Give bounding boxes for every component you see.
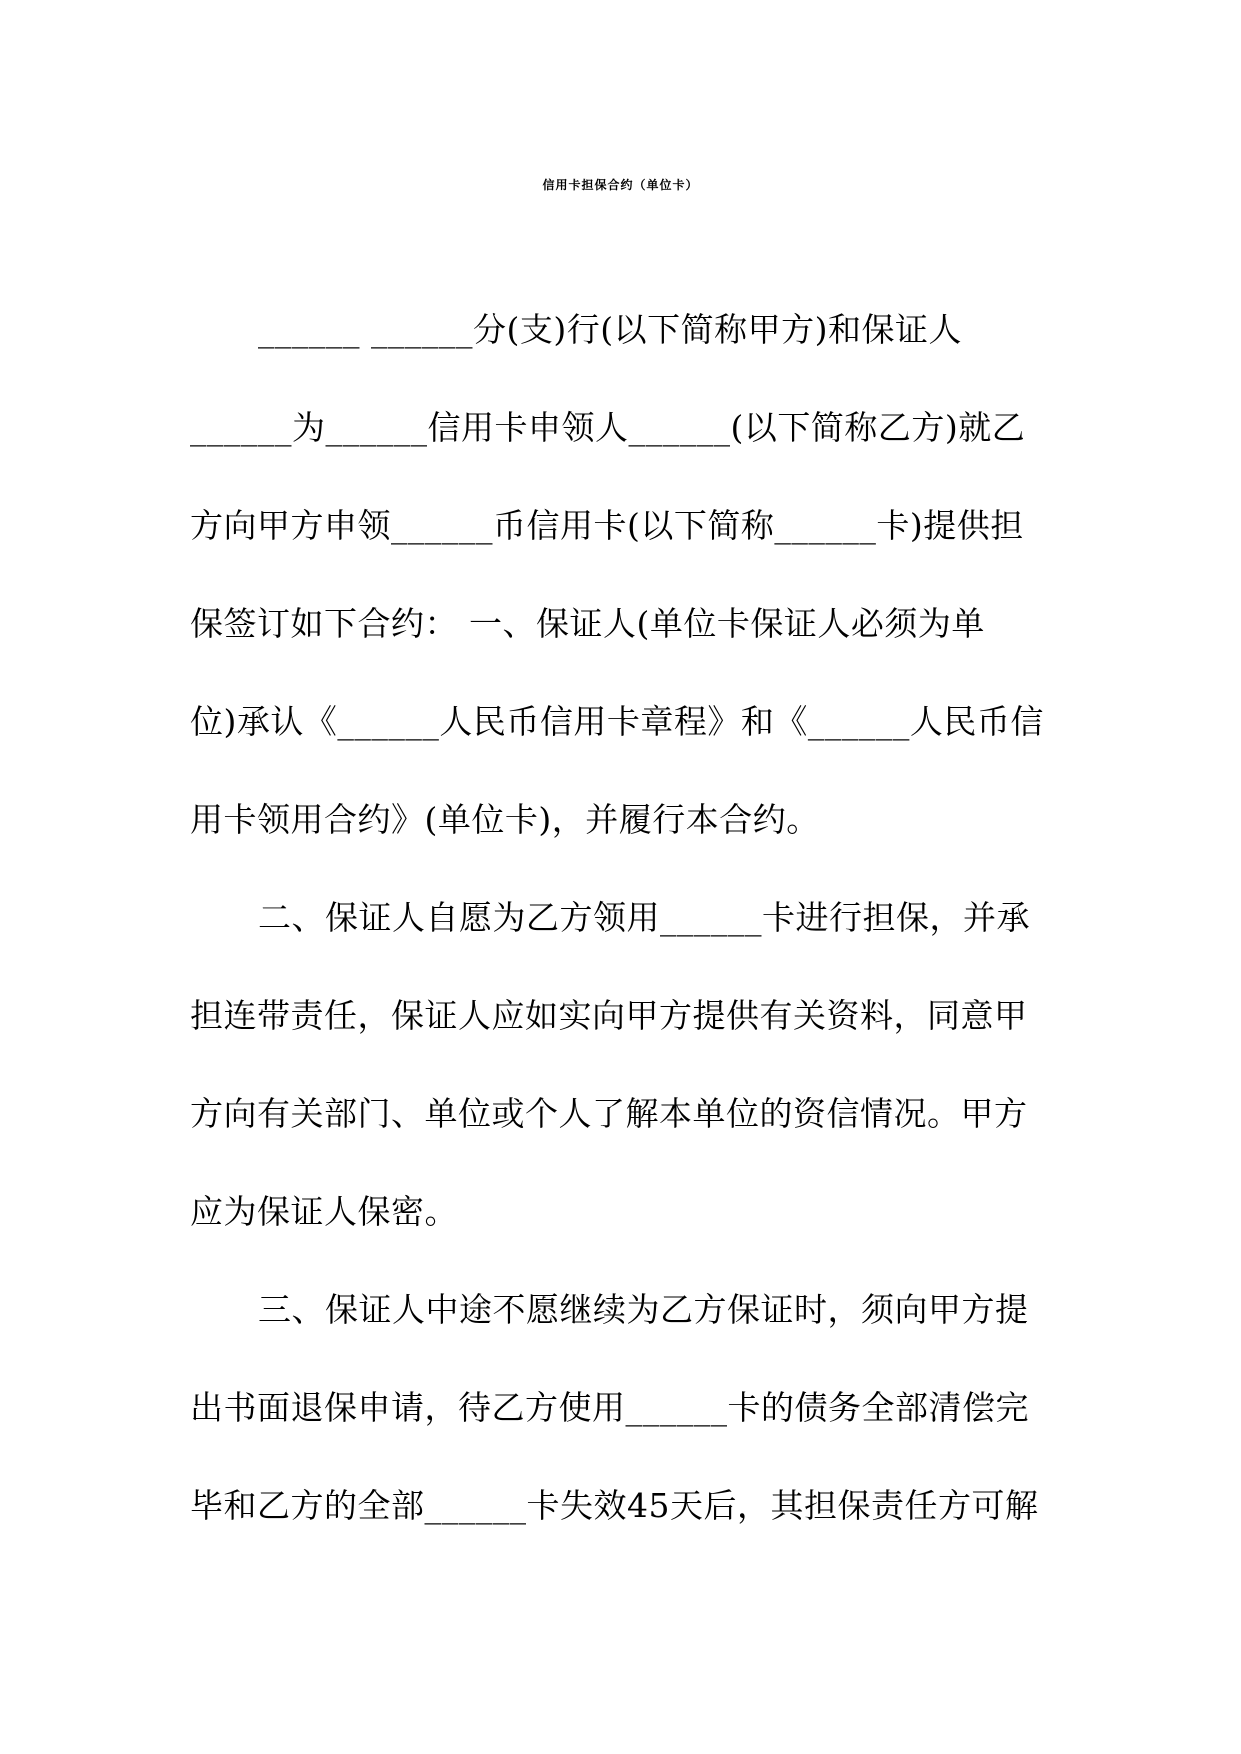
paragraph-line: 用卡领用合约》(单位卡)，并履行本合约。 <box>190 800 820 839</box>
paragraph-line: 担连带责任，保证人应如实向甲方提供有关资料，同意甲 <box>190 996 1028 1035</box>
paragraph-line: 二、保证人自愿为乙方领用______卡进行担保，并承 <box>258 898 1030 937</box>
paragraph-line: 位)承认《______人民币信用卡章程》和《______人民币信 <box>190 702 1044 741</box>
paragraph-line: ______为______信用卡申领人______(以下简称乙方)就乙 <box>190 408 1026 447</box>
paragraph-line: ______ ______分(支)行(以下简称甲方)和保证人 <box>258 310 962 349</box>
paragraph-line: 三、保证人中途不愿继续为乙方保证时，须向甲方提 <box>258 1290 1029 1329</box>
paragraph-line: 毕和乙方的全部______卡失效45天后，其担保责任方可解 <box>190 1486 1039 1525</box>
document-title: 信用卡担保合约（单位卡） <box>542 178 699 192</box>
paragraph-line: 方向有关部门、单位或个人了解本单位的资信情况。甲方 <box>190 1094 1028 1133</box>
paragraph-line: 方向甲方申领______币信用卡(以下简称______卡)提供担 <box>190 506 1024 545</box>
paragraph-line: 应为保证人保密。 <box>190 1192 458 1231</box>
paragraph-line: 保签订如下合约： 一、保证人(单位卡保证人必须为单 <box>190 604 985 643</box>
paragraph-line: 出书面退保申请，待乙方使用______卡的债务全部清偿完 <box>190 1388 1029 1427</box>
